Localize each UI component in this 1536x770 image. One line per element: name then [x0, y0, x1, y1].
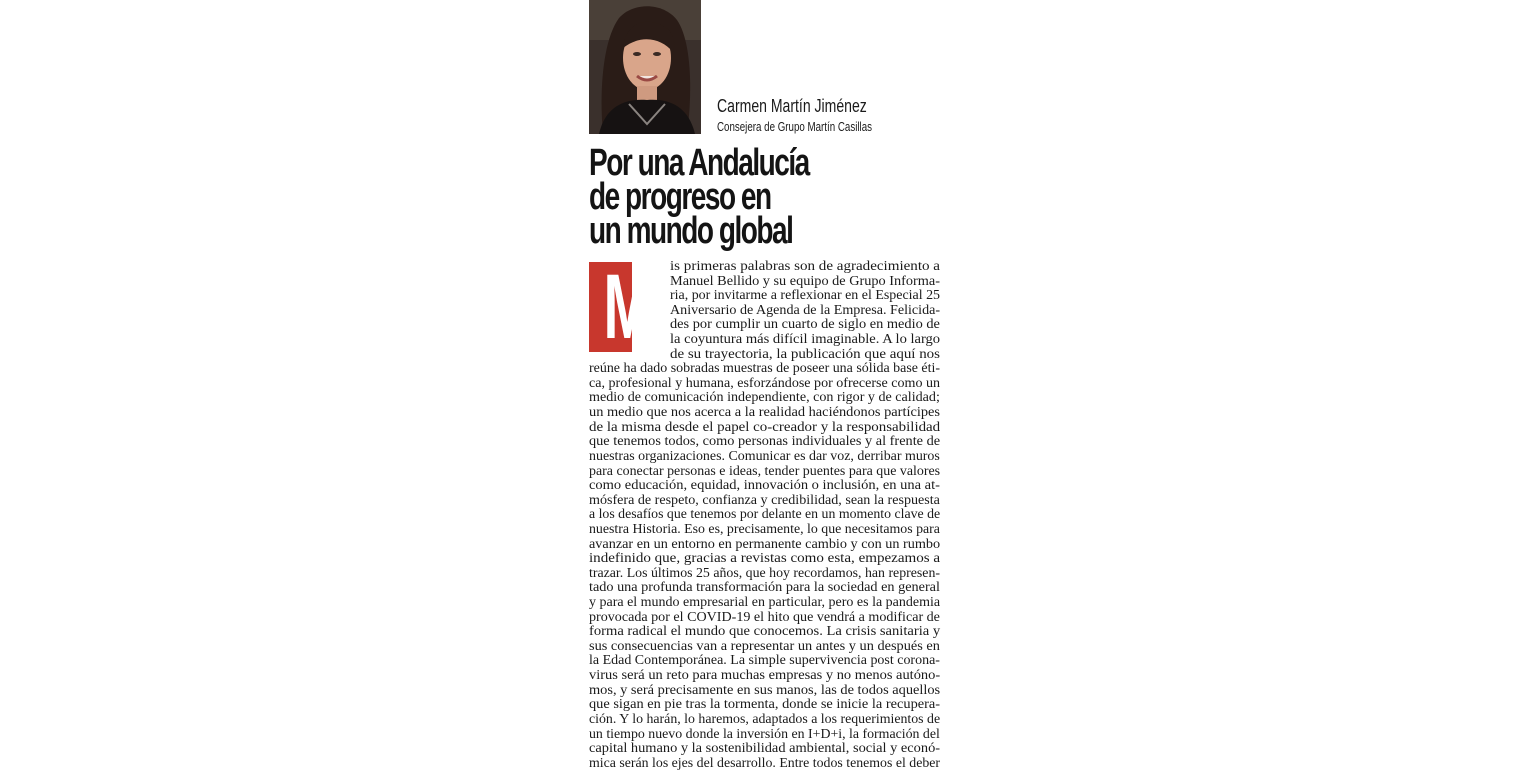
- article-line-text: ria, por invitarme a reflexionar en el Especial 25: [670, 287, 941, 303]
- article-line-text: para conectar personas e ideas, tender puentes para que valores: [589, 462, 941, 478]
- article-line: [589, 537, 940, 552]
- author-name: Carmen Martín Jiménez: [717, 96, 867, 116]
- article-column: [589, 0, 940, 768]
- article-line-text: mósfera de respeto, confianza y credibilidad, sean la respuesta: [589, 491, 940, 507]
- article-line: [589, 493, 940, 508]
- article-line-text: la coyuntura más difícil imaginable. A lo largo: [670, 331, 941, 347]
- article-line-text: indefinido que, gracias a revistas como esta, empezamos a: [589, 550, 941, 566]
- article-line: [589, 756, 940, 770]
- article-line-text: reúne ha dado sobradas muestras de poseer una sólida base éti-: [589, 360, 941, 376]
- headline-line: de progreso en: [589, 176, 771, 218]
- article-line-text: forma radical el mundo que conocemos. La crisis sanitaria y: [589, 623, 941, 639]
- article-line: [589, 580, 940, 595]
- article-line: [589, 303, 940, 318]
- article-line-text: y para el mundo empresarial en particular, pero es la pandemia: [589, 594, 941, 610]
- article-line: [589, 464, 940, 479]
- article-line: [589, 712, 940, 727]
- article-line-text: a los desafíos que tenemos por delante en un momento clave de: [589, 506, 941, 522]
- article-line: [589, 274, 940, 289]
- article-line: [589, 610, 940, 625]
- article-line: [589, 639, 940, 654]
- article-line-text: avanzar en un entorno en permanente cambio y con un rumbo: [589, 535, 941, 551]
- article-line: [589, 522, 940, 537]
- article-line-text: la Edad Contemporánea. La simple supervivencia post corona-: [589, 652, 940, 668]
- headline-line: un mundo global: [589, 210, 793, 252]
- article-line: [589, 405, 940, 420]
- article-line-text: trazar. Los últimos 25 años, que hoy recordamos, han represen-: [589, 564, 941, 580]
- article-line: [589, 741, 940, 756]
- article-line: [589, 653, 940, 668]
- article-line: [589, 420, 940, 435]
- article-line: [589, 288, 940, 303]
- article-line-text: des por cumplir un cuarto de siglo en medio de: [670, 316, 940, 332]
- article-line-text: que sigan en pie tras la tormenta, donde se inicie la recupera-: [589, 696, 941, 712]
- article-line-text: de su trayectoria, la publicación que aquí nos: [670, 345, 940, 361]
- article-line-text: Aniversario de Agenda de la Empresa. Felicida-: [670, 301, 941, 317]
- article-line: [589, 347, 940, 362]
- article-line: [589, 390, 940, 405]
- article-line-text: como educación, equidad, innovación o inclusión, en una at-: [589, 477, 940, 493]
- article-line: [589, 434, 940, 449]
- article-line-text: medio de comunicación independiente, con rigor y de calidad;: [589, 389, 940, 405]
- headline: [589, 142, 939, 252]
- article-line: [589, 668, 940, 683]
- author-photo: [589, 0, 701, 134]
- article-line: [589, 595, 940, 610]
- article-line: [589, 332, 940, 347]
- article-line: [589, 449, 940, 464]
- article-line-text: provocada por el COVID-19 el hito que vendrá a modificar de: [589, 608, 940, 624]
- article-line-text: sus consecuencias van a representar un antes y un después en: [589, 637, 940, 653]
- article-line: [589, 683, 940, 698]
- author-role: Consejera de Grupo Martín Casillas: [717, 120, 872, 134]
- article-line-text: ción. Y lo harán, lo haremos, adaptados a los requerimientos de: [589, 710, 941, 726]
- article-line: [589, 624, 940, 639]
- article-line-text: de la misma desde el papel co-creador y la responsabilidad: [589, 418, 941, 434]
- article-line-text: nuestras organizaciones. Comunicar es dar voz, derribar muros: [589, 447, 940, 463]
- article-line: [589, 376, 940, 391]
- article-line-text: un medio que nos acerca a la realidad haciéndonos partícipes: [589, 404, 941, 420]
- article-line-text: capital humano y la sostenibilidad ambiental, social y econó-: [589, 740, 941, 756]
- drop-cap-letter: M: [603, 256, 652, 358]
- article-line-text: ca, profesional y humana, esforzándose por ofrecerse como un: [589, 374, 941, 390]
- article-body: [589, 256, 941, 770]
- article-line: [589, 697, 940, 712]
- article-line: [589, 478, 940, 493]
- article-line-text: tado una profunda transformación para la sociedad en general: [589, 579, 940, 595]
- article-line: [589, 259, 940, 274]
- article-line: [589, 317, 940, 332]
- article-line-text: que tenemos todos, como personas individuales y al frente de: [589, 433, 941, 449]
- article-line-text: un tiempo nuevo donde la inversión en I+D+i, la formación del: [589, 725, 940, 741]
- article-line: [589, 727, 940, 742]
- article-line-text: nuestra Historia. Eso es, precisamente, lo que necesitamos para: [589, 520, 940, 536]
- article-line-text: mica serán los ejes del desarrollo. Entre todos tenemos el deber: [589, 754, 941, 770]
- article-line-text: Manuel Bellido y su equipo de Grupo Informa-: [670, 272, 940, 288]
- byline: [717, 96, 937, 135]
- article-line-text: virus será un reto para muchas empresas y no menos autóno-: [589, 667, 941, 683]
- article-line: [589, 551, 940, 566]
- article-line: [589, 361, 940, 376]
- article-line-text: mos, y será precisamente en sus manos, las de todos aquellos: [589, 681, 941, 697]
- article-line-text: is primeras palabras son de agradecimiento a: [670, 258, 940, 273]
- article-line: [589, 566, 940, 581]
- headline-line: Por una Andalucía: [589, 142, 809, 184]
- article-line: [589, 507, 940, 522]
